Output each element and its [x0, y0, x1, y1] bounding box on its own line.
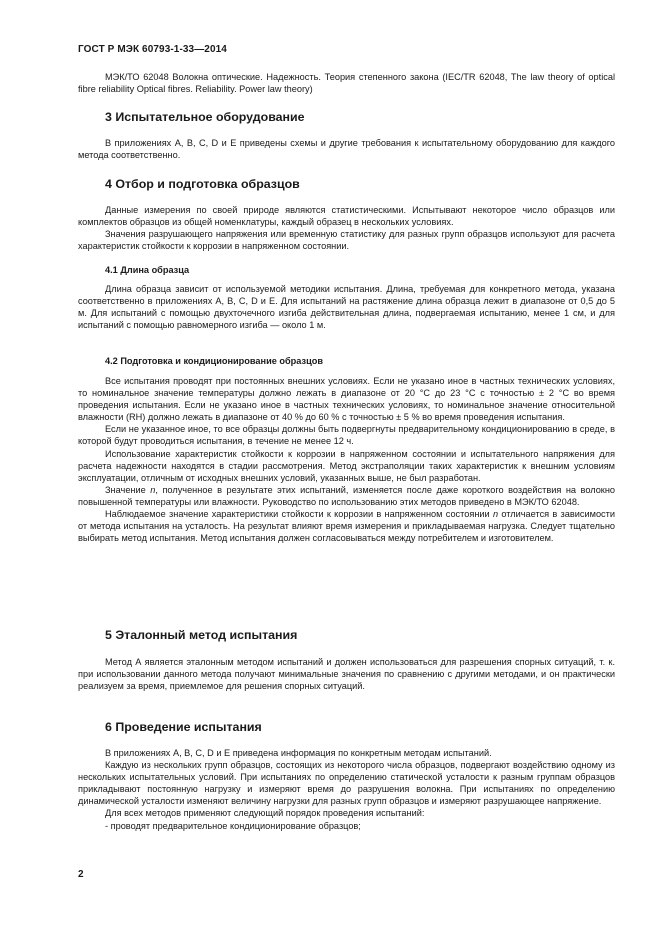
text-run: отличается в зависимости от метода испытания на усталость. На результат влияют время измерения и прикладываемая нагрузка. Следует тщательно выбирать метод испытания. Метод испытания должен согласовываться между потребителем и изготовителем.: [78, 509, 615, 544]
section-6-paragraph-3: Для всех методов применяют следующий порядок проведения испытаний:: [105, 808, 425, 819]
section-5-title: 5 Эталонный метод испытания: [105, 628, 298, 642]
variable-n: n: [150, 484, 156, 495]
subsection-4-2-paragraph-3: Использование характеристик стойкости к коррозии в напряженном состоянии и испытательного напряжения для расчета надежности находятся в стадии рассмотрения. Метод экстраполяции таких характеристик к внешним условиям эксплуатации, отличным от исходных внешних условий, указанных выше, не был разработан.: [78, 448, 615, 483]
subsection-4-1-title: 4.1 Длина образца: [105, 265, 190, 275]
section-4-title: 4 Отбор и подготовка образцов: [105, 177, 300, 191]
text-run: Наблюдаемое значение характеристики стойкости к коррозии в напряженном состоянии: [105, 509, 493, 520]
section-6-paragraph-4: - проводят предварительное кондиционирование образцов;: [105, 820, 361, 831]
text-run: Значение: [105, 484, 151, 495]
section-4-paragraph-2: Значения разрушающего напряжения или временную статистику для разных групп образцов используют для расчета характеристик стойкости к коррозии в напряженном состоянии.: [78, 229, 615, 252]
section-3-title: 3 Испытательное оборудование: [105, 110, 305, 124]
section-5: [78, 628, 615, 642]
section-6-paragraph-1: В приложениях А, В, С, D и Е приведена информация по конкретным методам испытаний.: [105, 748, 492, 758]
subsection-4-1: [78, 265, 615, 275]
subsection-4-2-paragraph-5: [78, 508, 615, 544]
variable-n: n: [492, 509, 499, 520]
subsection-4-2-body: [78, 375, 615, 544]
section-5-paragraph: Метод А является эталонным методом испытаний и должен использоваться для разрешения спорных ситуаций, т. к. при использовании данного метода получают минимальные значения по сравнению с другими методами, и он практически реализуем за время, приемлемое для решения спорных ситуаций.: [78, 657, 615, 692]
subsection-4-2-paragraph-2: Если не указанное иное, то все образцы должны быть подвергнуты предварительному кондиционированию в среде, в которой будут проводиться испытания, в течение не менее 12 ч.: [78, 424, 615, 447]
section-6: [78, 720, 615, 734]
section-6-paragraph-2: Каждую из нескольких групп образцов, состоящих из некоторого числа образцов, подвергают воздействию одному из нескольких испытательных условий. При испытаниях по определению статической усталости к разным группам образцов прикладывают постоянную нагрузку и измеряют время до разрушения волокна. При испытаниях по определению динамической усталости изменяют величину нагрузки для разных групп образцов и измеряют разрушающее напряжение.: [78, 760, 615, 807]
section-3-paragraph-1: В приложениях А, В, С, D и Е приведены схемы и другие требования к испытательному оборудованию для каждого метода соответственно.: [78, 138, 615, 161]
document-header: ГОСТ Р МЭК 60793-1-33—2014: [78, 44, 227, 55]
section-5-body: [78, 656, 615, 692]
subsection-4-2-title: 4.2 Подготовка и кондиционирование образцов: [105, 356, 323, 366]
section-4-body: [78, 204, 615, 252]
page-number: 2: [78, 869, 84, 880]
subsection-4-1-paragraph: Длина образца зависит от используемой методики испытания. Длина, требуемая для конкретного метода, указана соответственно в приложениях А, В, С, D и Е. Для испытаний на растяжение длина образца лежит в диапазоне от 0,5 до 5 м. Для испытаний с помощью двухточечного изгиба действительная длина, подвергаемая испытанию, менее 1 см, и для испытаний с помощью равномерного изгиба — около 1 м.: [78, 284, 615, 331]
section-6-body: [78, 747, 615, 832]
text-run: , полученное в результате этих испытаний, изменяется после даже короткого воздействия на волокно повышенной температуры или влажности. Руководство по использованию этих методов приведено в МЭК/ТО 62048.: [78, 484, 616, 507]
section-6-title: 6 Проведение испытания: [105, 720, 262, 734]
subsection-4-2: [78, 356, 615, 366]
section-4-paragraph-1: Данные измерения по своей природе являются статистическими. Испытывают некоторое число образцов или комплектов образцов из общей номенклатуры, каждый образец в нескольких условиях.: [78, 205, 615, 228]
section-4: [78, 177, 615, 191]
subsection-4-2-paragraph-1: Все испытания проводят при постоянных внешних условиях. Если не указано иное в частных технических условиях, то номинальное значение температуры должно лежать в диапазоне от 20 °С до 23 °С с точностью ± 2 °С во время проведения испытания. Если не указано иное в частных технических условиях, то номинальное значение относительной влажности (RH) должно лежать в диапазоне от 40 % до 60 % с точностью ± 5 % во время проведения испытания.: [78, 376, 615, 423]
intro-reference: [78, 71, 615, 95]
section-3: [78, 110, 615, 124]
section-3-body: [78, 137, 615, 161]
subsection-4-1-body: [78, 283, 615, 331]
intro-paragraph: МЭК/ТО 62048 Волокна оптические. Надежность. Теория степенного закона (IEC/TR 62048, The law theory of optical fibre reliability Optical fibres. Reliability. Power law theory): [78, 72, 615, 95]
subsection-4-2-paragraph-4: [78, 484, 615, 508]
